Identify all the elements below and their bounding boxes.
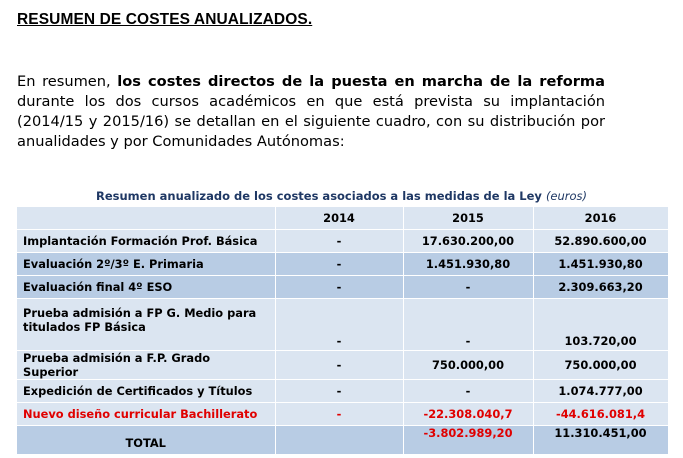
cell-2016: 1.451.930,80 (533, 253, 668, 276)
row-label: Implantación Formación Prof. Básica (17, 230, 275, 253)
table-row (17, 403, 668, 426)
cell-2016: 52.890.600,00 (533, 230, 668, 253)
caption-text: Resumen anualizado de los costes asociados a las medidas de la Ley (95, 189, 542, 203)
cell-2014: - (275, 299, 403, 351)
total-2016: 11.310.451,00 (533, 426, 668, 455)
total-2015: -3.802.989,20 (403, 426, 533, 455)
cell-2014: - (275, 351, 403, 380)
paragraph-intro: En resumen, (17, 73, 118, 90)
cell-2015: -22.308.040,7 (403, 403, 533, 426)
cell-2016: -44.616.081,4 (533, 403, 668, 426)
total-label: TOTAL (17, 426, 275, 455)
caption-unit: (euros) (545, 189, 588, 203)
row-label: Evaluación 2º/3º E. Primaria (17, 253, 275, 276)
cell-2014: - (275, 380, 403, 403)
cell-2014: - (275, 253, 403, 276)
cell-2014: - (275, 230, 403, 253)
row-label: Prueba admisión a FP G. Medio para titulados FP Básica (17, 299, 275, 351)
table-row (17, 380, 668, 403)
cell-2015: - (403, 380, 533, 403)
cell-2015: 750.000,00 (403, 351, 533, 380)
paragraph-rest: durante los dos cursos académicos en que está prevista su implantación (2014/15 y 2015/16) se detallan en el siguiente cuadro, con su distribución por anualidades y por Comunidades Autónomas: (17, 93, 605, 150)
document-heading: RESUMEN DE COSTES ANUALIZADOS. (17, 11, 313, 28)
cell-2014: - (275, 276, 403, 299)
paragraph-bold-text: los costes directos de la puesta en marcha de la reforma (117, 73, 605, 90)
row-label: Nuevo diseño curricular Bachillerato (17, 403, 275, 426)
table-total-row (17, 426, 668, 455)
table-row (17, 351, 668, 380)
row-label: Expedición de Certificados y Títulos (17, 380, 275, 403)
summary-paragraph (17, 72, 605, 152)
cell-2015: 1.451.930,80 (403, 253, 533, 276)
cell-2016: 2.309.663,20 (533, 276, 668, 299)
table-caption (0, 189, 683, 203)
cell-2015: - (403, 276, 533, 299)
total-2014 (275, 426, 403, 455)
header-cell (17, 207, 275, 230)
cell-2016: 103.720,00 (533, 299, 668, 351)
table-row (17, 299, 668, 351)
cell-2014: - (275, 403, 403, 426)
cell-2015: 17.630.200,00 (403, 230, 533, 253)
table-row (17, 276, 668, 299)
cost-summary-table (17, 207, 669, 455)
header-cell-2015: 2015 (403, 207, 533, 230)
cell-2015: - (403, 299, 533, 351)
cell-2016: 750.000,00 (533, 351, 668, 380)
cell-2016: 1.074.777,00 (533, 380, 668, 403)
row-label: Evaluación final 4º ESO (17, 276, 275, 299)
header-cell-2016: 2016 (533, 207, 668, 230)
header-cell-2014: 2014 (275, 207, 403, 230)
table-header-row (17, 207, 668, 230)
row-label: Prueba admisión a F.P. Grado Superior (17, 351, 275, 380)
table-row (17, 230, 668, 253)
table-row (17, 253, 668, 276)
